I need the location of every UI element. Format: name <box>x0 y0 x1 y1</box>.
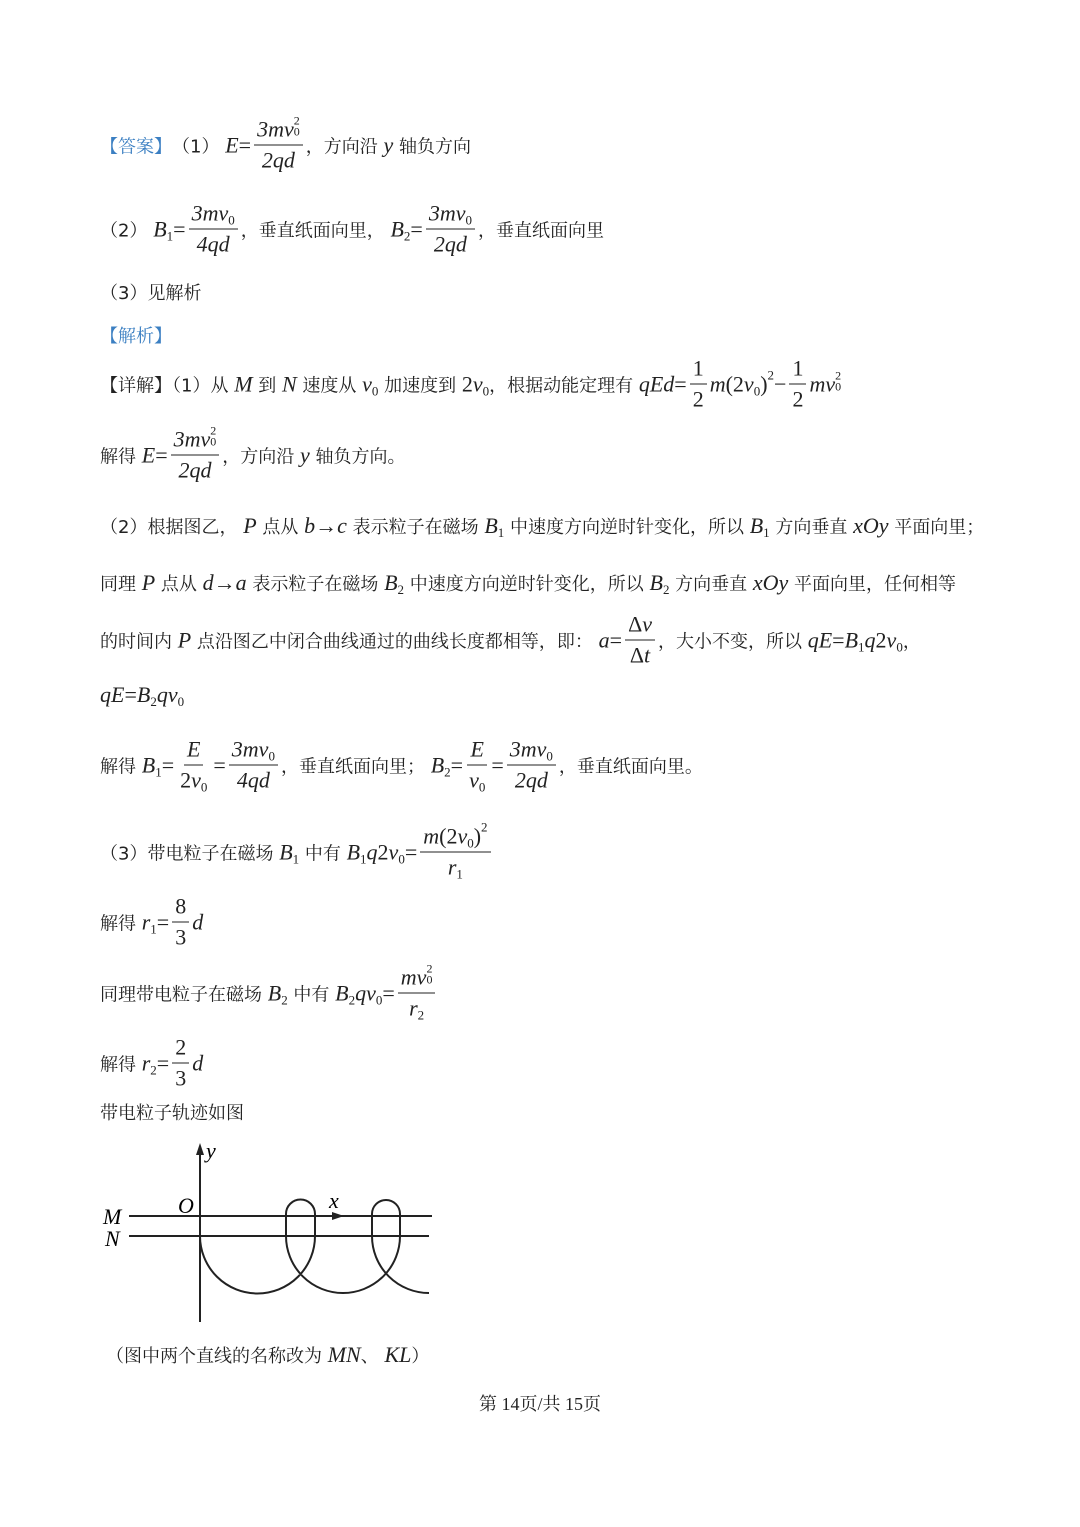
text: 表示粒子在磁场 <box>246 574 385 595</box>
math-symbol: 2 <box>377 839 389 864</box>
math-var: B <box>649 570 663 595</box>
subscript: 2 <box>348 992 356 1007</box>
subscript: 0 <box>467 835 474 851</box>
math-var: q <box>864 627 876 652</box>
superscript: 2 <box>426 961 433 976</box>
math-symbol: = <box>173 216 186 241</box>
text: ，垂直纸面向里； <box>280 756 431 777</box>
text: ， <box>902 631 921 652</box>
subscript: 2 <box>444 764 451 779</box>
math-var: 2qd <box>514 767 548 793</box>
math-var: 4qd <box>236 767 270 793</box>
math-var: B <box>346 839 361 864</box>
math-var: KL <box>384 1342 412 1367</box>
subscript: 0 <box>896 639 903 654</box>
superscript: 2 <box>835 368 842 382</box>
origin-label: O <box>178 1193 194 1218</box>
math-var: B <box>844 627 859 652</box>
subscript: 0 <box>293 124 300 139</box>
math-var: v <box>472 371 483 396</box>
math-symbol: (2 <box>439 823 458 849</box>
superscript: 2 <box>293 113 300 128</box>
text: （1） <box>172 136 226 157</box>
math-symbol: 3 <box>175 924 187 950</box>
text: ，垂直纸面向里。 <box>558 756 703 777</box>
math-var: 2qd <box>433 231 467 257</box>
line-n-label: N <box>105 1226 120 1251</box>
math-var: mv <box>400 964 427 990</box>
math-symbol: Δ <box>629 642 645 668</box>
math-symbol: = <box>124 682 137 707</box>
math-var: q <box>366 839 378 864</box>
text: 方向垂直 <box>769 517 854 538</box>
math-var: B <box>153 216 167 241</box>
math-var: 4qd <box>196 231 230 257</box>
math-var: N <box>281 371 297 396</box>
math-var: v <box>362 371 372 396</box>
text: （3）带电粒子在磁场 <box>100 843 280 864</box>
subscript: 0 <box>200 779 208 795</box>
math-var: B <box>384 570 398 595</box>
subscript: 0 <box>835 379 842 393</box>
text: 到 <box>252 375 282 396</box>
math-symbol: = <box>156 909 170 934</box>
math-var: 3mv <box>231 736 269 762</box>
text: 点从 <box>256 517 305 538</box>
subscript: 1 <box>360 851 367 866</box>
math-var: v <box>642 611 652 637</box>
math-var: E <box>225 132 239 157</box>
text: （3）见解析 <box>100 283 202 304</box>
math-var: B <box>136 682 151 707</box>
text: ） <box>411 1346 430 1367</box>
math-var: xOy <box>752 570 789 595</box>
math-symbol: 1 <box>792 355 804 381</box>
text: ，大小不变，所以 <box>657 631 808 652</box>
subscript: 0 <box>210 434 217 449</box>
y-axis-arrow-icon <box>196 1143 204 1155</box>
text: 方向垂直 <box>669 574 753 595</box>
text: 【详解】（1）从 <box>100 375 235 396</box>
subscript: 2 <box>397 582 405 597</box>
subscript: 0 <box>228 212 235 228</box>
math-var: v <box>457 823 468 849</box>
math-symbol: = <box>450 752 464 777</box>
subscript: 0 <box>465 212 472 228</box>
math-symbol: 2 <box>180 767 192 793</box>
math-var: v <box>886 627 897 652</box>
text: ，方向沿 <box>305 136 384 157</box>
math-var: d <box>192 909 204 934</box>
subscript: 0 <box>268 748 275 764</box>
math-var: qE <box>807 627 833 652</box>
math-symbol: ) <box>473 823 482 849</box>
math-var: d <box>202 570 214 595</box>
math-var: v <box>191 767 201 793</box>
text: 平面向里； <box>888 517 985 538</box>
text: 轴负方向 <box>393 136 471 157</box>
subscript: 0 <box>375 992 383 1007</box>
math-var: xOy <box>853 513 889 538</box>
subscript: 2 <box>662 582 670 597</box>
math-var: v <box>469 767 479 793</box>
math-symbol: = <box>238 132 252 157</box>
text: （2） <box>100 220 154 241</box>
math-var: qE <box>100 682 125 707</box>
subscript: 1 <box>166 228 174 243</box>
text: 带电粒子轨迹如图 <box>100 1103 244 1124</box>
text: 中速度方向逆时针变化，所以 <box>404 574 650 595</box>
math-var: a <box>235 570 247 595</box>
math-var: r <box>409 995 418 1021</box>
math-var: r <box>447 854 457 880</box>
section-label: 【解析】 <box>100 326 172 347</box>
line-m-label: M <box>103 1204 122 1229</box>
text: 的时间内 <box>100 631 178 652</box>
math-symbol: = <box>155 442 168 467</box>
text: ，垂直纸面向里， <box>240 220 391 241</box>
text: 、 <box>360 1346 385 1367</box>
math-var: 3mv <box>191 200 229 226</box>
subscript: 0 <box>398 851 405 866</box>
subscript: 1 <box>292 851 300 866</box>
subscript: 2 <box>281 992 288 1007</box>
math-symbol: = <box>674 371 687 396</box>
math-symbol: = <box>156 1050 170 1075</box>
text: 同理 <box>100 574 142 595</box>
math-var: t <box>644 642 651 668</box>
math-var: mv <box>809 371 836 396</box>
subscript: 2 <box>403 228 411 243</box>
math-symbol: 2 <box>175 1034 187 1060</box>
math-var: qv <box>355 980 376 1005</box>
math-var: qv <box>156 682 178 707</box>
math-var: B <box>267 980 282 1005</box>
text: 加速度到 <box>378 375 462 396</box>
subscript: 1 <box>456 866 463 882</box>
text: ，根据动能定理有 <box>489 375 639 396</box>
math-symbol: 2 <box>461 371 473 396</box>
math-var: P <box>141 570 156 595</box>
text: 平面向里，任何相等 <box>788 574 957 595</box>
subscript: 0 <box>177 694 185 709</box>
math-var: P <box>177 627 192 652</box>
text: 中有 <box>287 984 336 1005</box>
math-var: 3mv <box>428 200 466 226</box>
text: 解得 <box>100 913 142 934</box>
math-symbol: = <box>161 752 175 777</box>
math-symbol: → <box>213 570 236 595</box>
particle-trajectory <box>200 1200 429 1294</box>
text: 中速度方向逆时针变化，所以 <box>504 517 750 538</box>
subscript: 0 <box>753 383 761 398</box>
text: 同理带电粒子在磁场 <box>100 984 268 1005</box>
subscript: 2 <box>150 694 157 709</box>
math-var: B <box>484 513 498 538</box>
math-symbol: = <box>404 839 418 864</box>
text: 轴负方向。 <box>309 446 406 467</box>
math-symbol: = <box>213 752 226 777</box>
math-var: r <box>141 909 151 934</box>
math-var: B <box>335 980 349 1005</box>
math-var: d <box>192 1050 204 1075</box>
text: （图中两个直线的名称改为 <box>106 1346 328 1367</box>
math-var: MN <box>327 1342 361 1367</box>
math-var: a <box>598 627 610 652</box>
subscript: 1 <box>150 921 157 936</box>
text: ，垂直纸面向里 <box>477 220 604 241</box>
math-var: 3mv <box>173 426 211 452</box>
subscript: 0 <box>426 972 433 987</box>
math-var: B <box>430 752 445 777</box>
section-label: 【答案】 <box>100 136 172 157</box>
text: 解得 <box>100 756 142 777</box>
math-symbol: 3 <box>175 1065 187 1091</box>
math-var: B <box>749 513 764 538</box>
subscript: 0 <box>546 748 553 764</box>
subscript: 0 <box>478 779 486 795</box>
text: 中有 <box>299 843 347 864</box>
math-symbol: 2 <box>692 386 704 412</box>
math-var: 3mv <box>257 116 294 142</box>
subscript: 1 <box>497 525 505 540</box>
subscript: 2 <box>417 1007 425 1023</box>
math-var: E <box>187 736 201 762</box>
math-var: y <box>383 132 394 157</box>
math-symbol: 1 <box>692 355 704 381</box>
math-var: r <box>141 1050 151 1075</box>
math-symbol: = <box>609 627 623 652</box>
math-var: B <box>279 839 293 864</box>
math-symbol: → <box>315 513 338 538</box>
math-symbol: 8 <box>175 893 187 919</box>
math-symbol: 2 <box>792 386 804 412</box>
page-footer: 第 14页/共 15页 <box>478 1394 601 1414</box>
text: 解得 <box>100 1054 142 1075</box>
math-symbol: Δ <box>628 611 643 637</box>
math-var: E <box>141 442 156 467</box>
math-symbol: (2 <box>725 371 744 396</box>
x-axis-label: x <box>329 1188 339 1213</box>
y-axis-label: y <box>206 1138 216 1163</box>
math-var: E <box>470 736 484 762</box>
math-var: B <box>141 752 156 777</box>
superscript: 2 <box>767 367 775 382</box>
subscript: 1 <box>763 525 770 540</box>
superscript: 2 <box>481 819 488 835</box>
math-symbol: = <box>832 627 845 652</box>
math-var: M <box>234 371 253 396</box>
math-var: B <box>390 216 404 241</box>
text: 速度从 <box>296 375 363 396</box>
text: ，方向沿 <box>222 446 300 467</box>
x-axis-arrow-icon <box>332 1212 344 1220</box>
math-var: 3mv <box>509 736 547 762</box>
math-symbol: 2 <box>875 627 887 652</box>
math-symbol: − <box>774 371 787 396</box>
superscript: 2 <box>210 423 217 438</box>
math-var: b <box>304 513 316 538</box>
text: 点从 <box>155 574 203 595</box>
subscript: 2 <box>150 1062 157 1077</box>
math-var: qEd <box>638 371 675 396</box>
math-var: m <box>709 371 726 396</box>
math-symbol: ) <box>760 371 768 396</box>
math-symbol: = <box>491 752 504 777</box>
subscript: 0 <box>482 383 490 398</box>
text: （2）根据图乙， <box>100 517 244 538</box>
math-var: c <box>337 513 347 538</box>
math-symbol: = <box>382 980 395 1005</box>
text: 解得 <box>100 446 142 467</box>
subscript: 1 <box>858 639 865 654</box>
text: 点沿图乙中闭合曲线通过的曲线长度都相等，即： <box>191 631 599 652</box>
math-var: m <box>423 823 440 849</box>
math-var: 2qd <box>261 147 295 173</box>
math-var: P <box>243 513 257 538</box>
math-var: 2qd <box>178 457 212 483</box>
subscript: 0 <box>371 383 379 398</box>
math-var: v <box>388 839 399 864</box>
math-var: y <box>300 442 310 467</box>
subscript: 1 <box>155 764 162 779</box>
text: 表示粒子在磁场 <box>346 517 485 538</box>
math-symbol: = <box>410 216 423 241</box>
math-var: v <box>743 371 754 396</box>
